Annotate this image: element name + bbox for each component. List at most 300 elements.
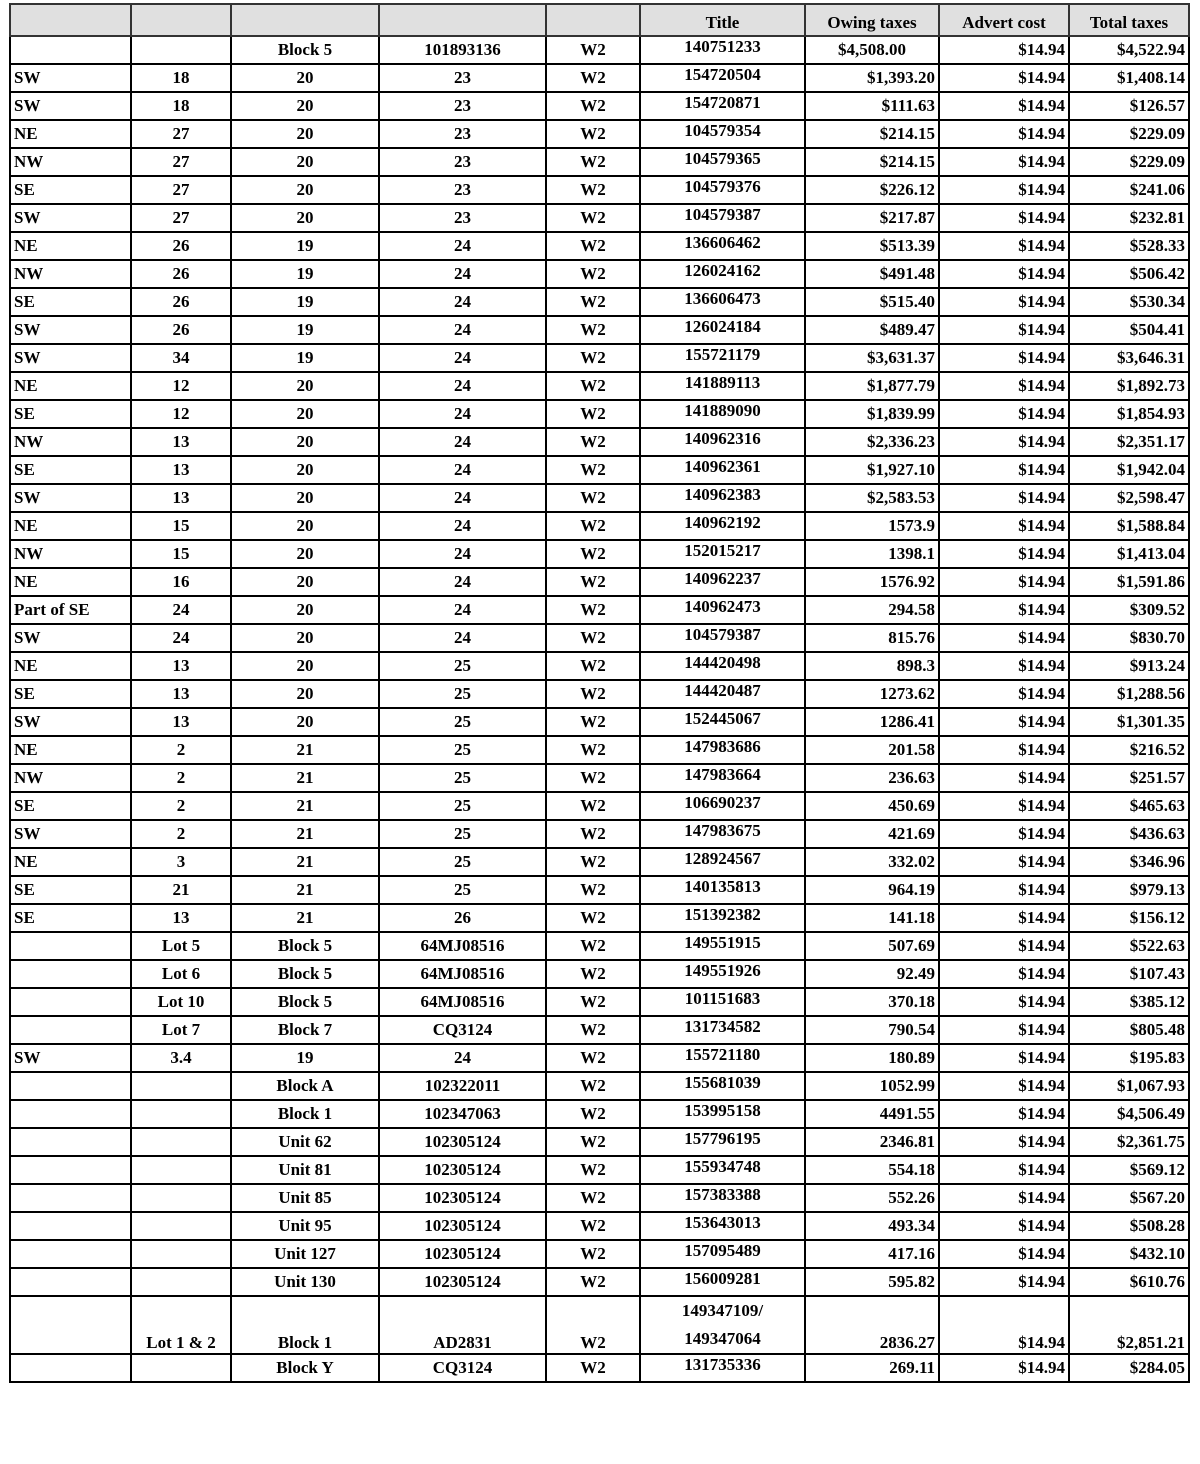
cell-advert-cost: $14.94 [939, 932, 1069, 960]
cell-range: 25 [379, 652, 546, 680]
table-row [10, 64, 1189, 92]
cell-owing-taxes: 421.69 [805, 820, 939, 848]
cell-quarter: SE [10, 792, 131, 820]
cell-section [131, 1184, 231, 1212]
cell-title: 156009281 [640, 1268, 805, 1296]
cell-section: 2 [131, 820, 231, 848]
cell-quarter: SW [10, 204, 131, 232]
cell-section: 13 [131, 652, 231, 680]
cell-township: 20 [231, 708, 379, 736]
cell-quarter [10, 932, 131, 960]
cell-owing-taxes: 201.58 [805, 736, 939, 764]
cell-meridian: W2 [546, 624, 640, 652]
cell-title: 154720871 [640, 92, 805, 120]
cell-section: 12 [131, 400, 231, 428]
cell-quarter: NE [10, 372, 131, 400]
cell-advert-cost: $14.94 [939, 540, 1069, 568]
cell-advert-cost: $14.94 [939, 260, 1069, 288]
cell-meridian: W2 [546, 764, 640, 792]
cell-advert-cost: $14.94 [939, 428, 1069, 456]
cell-quarter: SW [10, 316, 131, 344]
cell-township: 19 [231, 1044, 379, 1072]
cell-range: 24 [379, 456, 546, 484]
cell-section: 21 [131, 876, 231, 904]
cell-title: 140962192 [640, 512, 805, 540]
cell-total-taxes: $2,361.75 [1069, 1128, 1189, 1156]
table-row [10, 1044, 1189, 1072]
cell-quarter: NW [10, 540, 131, 568]
header-row [10, 4, 1189, 36]
cell-advert-cost: $14.94 [939, 1100, 1069, 1128]
cell-township: Block 7 [231, 1016, 379, 1044]
cell-section: 15 [131, 512, 231, 540]
cell-meridian: W2 [546, 260, 640, 288]
cell-range: 24 [379, 400, 546, 428]
cell-meridian: W2 [546, 988, 640, 1016]
cell-total-taxes: $1,408.14 [1069, 64, 1189, 92]
cell-advert-cost: $14.94 [939, 876, 1069, 904]
cell-township: 21 [231, 876, 379, 904]
cell-advert-cost: $14.94 [939, 568, 1069, 596]
cell-total-taxes: $2,851.21 [1069, 1296, 1189, 1354]
cell-title: 136606462 [640, 232, 805, 260]
cell-range: 25 [379, 764, 546, 792]
cell-title: 155721180 [640, 1044, 805, 1072]
cell-title: 147983664 [640, 764, 805, 792]
cell-total-taxes: $309.52 [1069, 596, 1189, 624]
table-row [10, 1296, 1189, 1354]
cell-advert-cost: $14.94 [939, 36, 1069, 64]
cell-quarter [10, 1184, 131, 1212]
cell-advert-cost: $14.94 [939, 372, 1069, 400]
cell-township: 20 [231, 120, 379, 148]
cell-township: Block 1 [231, 1296, 379, 1354]
cell-range: 24 [379, 596, 546, 624]
cell-section: 27 [131, 148, 231, 176]
cell-owing-taxes: 1398.1 [805, 540, 939, 568]
cell-owing-taxes: 294.58 [805, 596, 939, 624]
cell-township: 20 [231, 204, 379, 232]
cell-total-taxes: $436.63 [1069, 820, 1189, 848]
cell-owing-taxes: 4491.55 [805, 1100, 939, 1128]
cell-total-taxes: $913.24 [1069, 652, 1189, 680]
cell-range: 64MJ08516 [379, 932, 546, 960]
cell-quarter: SE [10, 680, 131, 708]
cell-township: 20 [231, 428, 379, 456]
cell-total-taxes: $1,301.35 [1069, 708, 1189, 736]
cell-township: 20 [231, 484, 379, 512]
cell-quarter: NW [10, 428, 131, 456]
cell-total-taxes: $432.10 [1069, 1240, 1189, 1268]
table-row [10, 512, 1189, 540]
cell-township: 20 [231, 64, 379, 92]
cell-range: 25 [379, 792, 546, 820]
cell-range: 102305124 [379, 1184, 546, 1212]
cell-township: 21 [231, 764, 379, 792]
cell-range: 25 [379, 708, 546, 736]
cell-meridian: W2 [546, 792, 640, 820]
cell-owing-taxes: $226.12 [805, 176, 939, 204]
cell-range: 25 [379, 876, 546, 904]
cell-quarter [10, 960, 131, 988]
cell-owing-taxes: 180.89 [805, 1044, 939, 1072]
cell-advert-cost: $14.94 [939, 1184, 1069, 1212]
cell-meridian: W2 [546, 736, 640, 764]
cell-township: 19 [231, 344, 379, 372]
table-row [10, 1100, 1189, 1128]
cell-range: 23 [379, 176, 546, 204]
cell-meridian: W2 [546, 148, 640, 176]
cell-owing-taxes: $1,839.99 [805, 400, 939, 428]
cell-total-taxes: $530.34 [1069, 288, 1189, 316]
cell-advert-cost: $14.94 [939, 624, 1069, 652]
cell-advert-cost: $14.94 [939, 512, 1069, 540]
cell-section: 13 [131, 428, 231, 456]
cell-meridian: W2 [546, 708, 640, 736]
cell-section: 26 [131, 232, 231, 260]
cell-total-taxes: $2,351.17 [1069, 428, 1189, 456]
cell-advert-cost: $14.94 [939, 344, 1069, 372]
cell-meridian: W2 [546, 1156, 640, 1184]
cell-title: 104579376 [640, 176, 805, 204]
cell-township: 21 [231, 820, 379, 848]
cell-section: 24 [131, 596, 231, 624]
cell-quarter: SW [10, 92, 131, 120]
cell-township: 20 [231, 148, 379, 176]
table-row [10, 988, 1189, 1016]
cell-quarter [10, 1212, 131, 1240]
cell-meridian: W2 [546, 1184, 640, 1212]
cell-meridian: W2 [546, 680, 640, 708]
cell-section: 2 [131, 792, 231, 820]
table-row [10, 260, 1189, 288]
table-row [10, 568, 1189, 596]
table-row [10, 1240, 1189, 1268]
table-row [10, 1212, 1189, 1240]
header-meridian [546, 4, 640, 36]
cell-section: 26 [131, 260, 231, 288]
table-row [10, 680, 1189, 708]
cell-section: Lot 10 [131, 988, 231, 1016]
cell-advert-cost: $14.94 [939, 792, 1069, 820]
cell-total-taxes: $229.09 [1069, 148, 1189, 176]
header-owing-taxes: Owing taxes [805, 4, 939, 36]
cell-meridian: W2 [546, 92, 640, 120]
cell-township: 20 [231, 624, 379, 652]
cell-advert-cost: $14.94 [939, 204, 1069, 232]
cell-total-taxes: $229.09 [1069, 120, 1189, 148]
cell-owing-taxes: 552.26 [805, 1184, 939, 1212]
cell-meridian: W2 [546, 344, 640, 372]
cell-meridian: W2 [546, 36, 640, 64]
cell-quarter: SW [10, 344, 131, 372]
cell-advert-cost: $14.94 [939, 1268, 1069, 1296]
cell-advert-cost: $14.94 [939, 1240, 1069, 1268]
cell-quarter [10, 1296, 131, 1354]
header-township [231, 4, 379, 36]
cell-township: 20 [231, 568, 379, 596]
cell-owing-taxes: $217.87 [805, 204, 939, 232]
cell-range: 25 [379, 736, 546, 764]
cell-township: Block Y [231, 1354, 379, 1382]
cell-advert-cost: $14.94 [939, 960, 1069, 988]
cell-total-taxes: $528.33 [1069, 232, 1189, 260]
cell-advert-cost: $14.94 [939, 988, 1069, 1016]
cell-range: AD2831 [379, 1296, 546, 1354]
cell-quarter: SW [10, 1044, 131, 1072]
cell-meridian: W2 [546, 596, 640, 624]
cell-quarter: NE [10, 512, 131, 540]
cell-total-taxes: $1,892.73 [1069, 372, 1189, 400]
cell-title: 153995158 [640, 1100, 805, 1128]
cell-meridian: W2 [546, 568, 640, 596]
cell-quarter [10, 1156, 131, 1184]
cell-section [131, 1212, 231, 1240]
cell-township: 20 [231, 540, 379, 568]
cell-quarter: NE [10, 120, 131, 148]
cell-meridian: W2 [546, 400, 640, 428]
cell-title: 155934748 [640, 1156, 805, 1184]
cell-range: 26 [379, 904, 546, 932]
table-row [10, 540, 1189, 568]
cell-advert-cost: $14.94 [939, 484, 1069, 512]
table-row [10, 176, 1189, 204]
cell-meridian: W2 [546, 904, 640, 932]
cell-title: 153643013 [640, 1212, 805, 1240]
cell-title: 128924567 [640, 848, 805, 876]
cell-range: CQ3124 [379, 1354, 546, 1382]
cell-quarter [10, 1016, 131, 1044]
cell-range: 101893136 [379, 36, 546, 64]
cell-owing-taxes: 1052.99 [805, 1072, 939, 1100]
cell-title: 131734582 [640, 1016, 805, 1044]
table-row [10, 652, 1189, 680]
cell-meridian: W2 [546, 1044, 640, 1072]
cell-section: 13 [131, 680, 231, 708]
cell-quarter: SE [10, 288, 131, 316]
cell-township: Unit 127 [231, 1240, 379, 1268]
cell-meridian: W2 [546, 288, 640, 316]
cell-township: Block A [231, 1072, 379, 1100]
cell-section: 34 [131, 344, 231, 372]
cell-quarter: NW [10, 260, 131, 288]
cell-owing-taxes: 964.19 [805, 876, 939, 904]
cell-range: 102305124 [379, 1240, 546, 1268]
cell-owing-taxes: $491.48 [805, 260, 939, 288]
cell-section: 24 [131, 624, 231, 652]
cell-section [131, 1072, 231, 1100]
cell-title: 151392382 [640, 904, 805, 932]
cell-total-taxes: $610.76 [1069, 1268, 1189, 1296]
header-section [131, 4, 231, 36]
cell-meridian: W2 [546, 176, 640, 204]
cell-owing-taxes: $1,927.10 [805, 456, 939, 484]
cell-section: 13 [131, 904, 231, 932]
cell-title: 144420498 [640, 652, 805, 680]
cell-quarter: SE [10, 400, 131, 428]
table-row [10, 204, 1189, 232]
table-row [10, 876, 1189, 904]
cell-title: 140962383 [640, 484, 805, 512]
cell-quarter: SE [10, 456, 131, 484]
cell-township: Block 5 [231, 36, 379, 64]
cell-total-taxes: $504.41 [1069, 316, 1189, 344]
cell-meridian: W2 [546, 848, 640, 876]
cell-owing-taxes: $111.63 [805, 92, 939, 120]
cell-quarter: SE [10, 176, 131, 204]
cell-advert-cost: $14.94 [939, 820, 1069, 848]
cell-section: 26 [131, 288, 231, 316]
cell-quarter: NE [10, 848, 131, 876]
table-body [10, 36, 1189, 1382]
table-row [10, 764, 1189, 792]
table-row [10, 1016, 1189, 1044]
cell-quarter: NW [10, 148, 131, 176]
cell-owing-taxes: $1,877.79 [805, 372, 939, 400]
cell-meridian: W2 [546, 1128, 640, 1156]
cell-advert-cost: $14.94 [939, 1296, 1069, 1354]
table-row [10, 92, 1189, 120]
table-row [10, 708, 1189, 736]
cell-range: 23 [379, 64, 546, 92]
cell-title: 144420487 [640, 680, 805, 708]
cell-section [131, 36, 231, 64]
cell-title: 147983675 [640, 820, 805, 848]
cell-quarter [10, 1128, 131, 1156]
cell-title: 140962361 [640, 456, 805, 484]
cell-meridian: W2 [546, 512, 640, 540]
cell-title: 140962316 [640, 428, 805, 456]
cell-range: 24 [379, 372, 546, 400]
cell-owing-taxes: 141.18 [805, 904, 939, 932]
table-row [10, 484, 1189, 512]
header-advert-cost: Advert cost [939, 4, 1069, 36]
cell-title: 152015217 [640, 540, 805, 568]
cell-township: 19 [231, 288, 379, 316]
cell-title: 140962473 [640, 596, 805, 624]
cell-advert-cost: $14.94 [939, 1212, 1069, 1240]
cell-title: 141889090 [640, 400, 805, 428]
cell-meridian: W2 [546, 1240, 640, 1268]
cell-owing-taxes: 507.69 [805, 932, 939, 960]
cell-quarter: SW [10, 484, 131, 512]
cell-township: Block 5 [231, 988, 379, 1016]
cell-section: Lot 1 & 2 [131, 1296, 231, 1354]
cell-owing-taxes: 92.49 [805, 960, 939, 988]
cell-range: 25 [379, 680, 546, 708]
table-row [10, 624, 1189, 652]
cell-quarter: Part of SE [10, 596, 131, 624]
cell-advert-cost: $14.94 [939, 316, 1069, 344]
cell-owing-taxes: $2,583.53 [805, 484, 939, 512]
cell-range: 64MJ08516 [379, 960, 546, 988]
cell-total-taxes: $508.28 [1069, 1212, 1189, 1240]
cell-advert-cost: $14.94 [939, 176, 1069, 204]
cell-advert-cost: $14.94 [939, 904, 1069, 932]
table-row [10, 316, 1189, 344]
cell-section: 3 [131, 848, 231, 876]
table-row [10, 1072, 1189, 1100]
cell-owing-taxes: 1573.9 [805, 512, 939, 540]
cell-title: 136606473 [640, 288, 805, 316]
cell-owing-taxes: $513.39 [805, 232, 939, 260]
table-row [10, 36, 1189, 64]
cell-total-taxes: $126.57 [1069, 92, 1189, 120]
table-row [10, 456, 1189, 484]
cell-section: Lot 5 [131, 932, 231, 960]
cell-meridian: W2 [546, 204, 640, 232]
cell-advert-cost: $14.94 [939, 764, 1069, 792]
table-row [10, 148, 1189, 176]
cell-title: 140751233 [640, 36, 805, 64]
cell-owing-taxes: 236.63 [805, 764, 939, 792]
cell-title: 152445067 [640, 708, 805, 736]
cell-title: 140135813 [640, 876, 805, 904]
cell-title: 157796195 [640, 1128, 805, 1156]
cell-range: 24 [379, 540, 546, 568]
cell-total-taxes: $1,413.04 [1069, 540, 1189, 568]
cell-meridian: W2 [546, 1016, 640, 1044]
cell-total-taxes: $3,646.31 [1069, 344, 1189, 372]
table-row [10, 904, 1189, 932]
cell-advert-cost: $14.94 [939, 596, 1069, 624]
cell-meridian: W2 [546, 932, 640, 960]
cell-owing-taxes: $214.15 [805, 148, 939, 176]
cell-meridian: W2 [546, 1268, 640, 1296]
cell-township: 20 [231, 176, 379, 204]
cell-range: 102305124 [379, 1268, 546, 1296]
cell-owing-taxes: 417.16 [805, 1240, 939, 1268]
cell-title: 104579387 [640, 204, 805, 232]
cell-total-taxes: $1,591.86 [1069, 568, 1189, 596]
cell-total-taxes: $284.05 [1069, 1354, 1189, 1382]
cell-advert-cost: $14.94 [939, 1354, 1069, 1382]
header-quarter [10, 4, 131, 36]
cell-section: 18 [131, 92, 231, 120]
table-row [10, 736, 1189, 764]
cell-advert-cost: $14.94 [939, 456, 1069, 484]
cell-quarter: SW [10, 708, 131, 736]
cell-meridian: W2 [546, 540, 640, 568]
cell-quarter: SE [10, 876, 131, 904]
table-row [10, 428, 1189, 456]
cell-total-taxes: $4,522.94 [1069, 36, 1189, 64]
cell-meridian: W2 [546, 64, 640, 92]
cell-range: CQ3124 [379, 1016, 546, 1044]
cell-meridian: W2 [546, 652, 640, 680]
table-row [10, 1128, 1189, 1156]
cell-owing-taxes: 1576.92 [805, 568, 939, 596]
cell-total-taxes: $567.20 [1069, 1184, 1189, 1212]
cell-quarter: SE [10, 904, 131, 932]
cell-owing-taxes: $3,631.37 [805, 344, 939, 372]
cell-range: 24 [379, 260, 546, 288]
cell-section [131, 1268, 231, 1296]
tax-arrears-table [9, 3, 1190, 1383]
cell-total-taxes: $1,288.56 [1069, 680, 1189, 708]
cell-total-taxes: $2,598.47 [1069, 484, 1189, 512]
cell-section: 27 [131, 176, 231, 204]
cell-advert-cost: $14.94 [939, 736, 1069, 764]
cell-township: 21 [231, 736, 379, 764]
cell-owing-taxes: 1286.41 [805, 708, 939, 736]
cell-title: 149551926 [640, 960, 805, 988]
cell-quarter [10, 36, 131, 64]
table-row [10, 288, 1189, 316]
cell-meridian: W2 [546, 372, 640, 400]
cell-owing-taxes: 595.82 [805, 1268, 939, 1296]
cell-advert-cost: $14.94 [939, 1156, 1069, 1184]
